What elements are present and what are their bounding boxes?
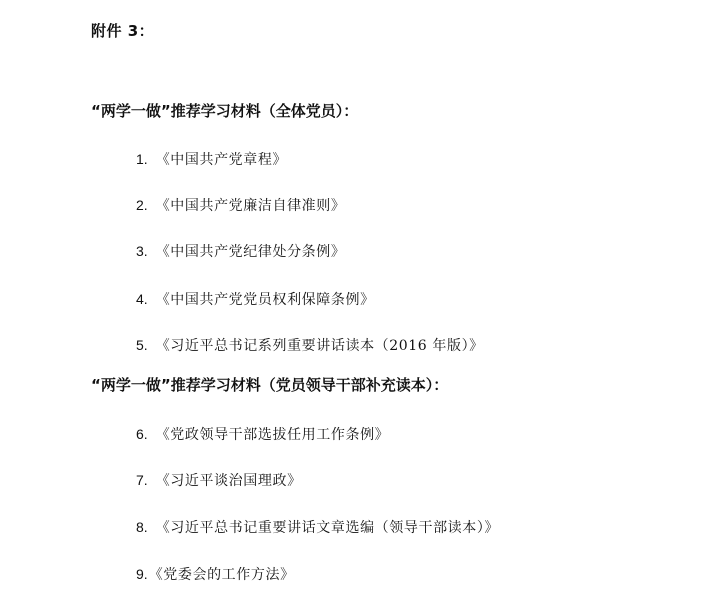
list-item-number: 1. — [136, 151, 148, 167]
list-item — [136, 195, 346, 215]
list-item-title: 《习近平谈治国理政》 — [155, 473, 302, 489]
list-item — [136, 241, 346, 261]
list-item — [136, 564, 295, 584]
list-item-title: 《党政领导干部选拔任用工作条例》 — [155, 427, 390, 443]
list-item-number: 9. — [136, 566, 148, 582]
list-item — [136, 335, 484, 355]
attachment-label: 附件 3： — [91, 22, 155, 40]
list-item-number: 7. — [136, 472, 148, 488]
list-item-number: 5. — [136, 337, 148, 353]
list-item-number: 4. — [136, 291, 148, 307]
list-item-title: 《习近平总书记系列重要讲话读本（2016 年版）》 — [155, 338, 484, 354]
section-heading-leading-cadres: “两学一做”推荐学习材料（党员领导干部补充读本）： — [91, 376, 449, 394]
list-item — [136, 289, 375, 309]
list-item — [136, 470, 302, 490]
list-item-number: 8. — [136, 519, 148, 535]
list-item-number: 6. — [136, 426, 148, 442]
list-item-title: 《中国共产党纪律处分条例》 — [155, 244, 346, 260]
list-item-title: 《中国共产党章程》 — [155, 152, 288, 168]
section-heading-all-members: “两学一做”推荐学习材料（全体党员）： — [91, 102, 359, 120]
list-item — [136, 149, 287, 169]
list-item-title: 《党委会的工作方法》 — [148, 567, 295, 583]
list-item — [136, 517, 499, 537]
list-item-number: 2. — [136, 197, 148, 213]
list-item-title: 《中国共产党党员权利保障条例》 — [155, 292, 375, 308]
list-item-title: 《习近平总书记重要讲话文章选编（领导干部读本）》 — [155, 520, 500, 536]
list-item — [136, 424, 389, 444]
list-item-title: 《中国共产党廉洁自律准则》 — [155, 198, 346, 214]
list-item-number: 3. — [136, 243, 148, 259]
